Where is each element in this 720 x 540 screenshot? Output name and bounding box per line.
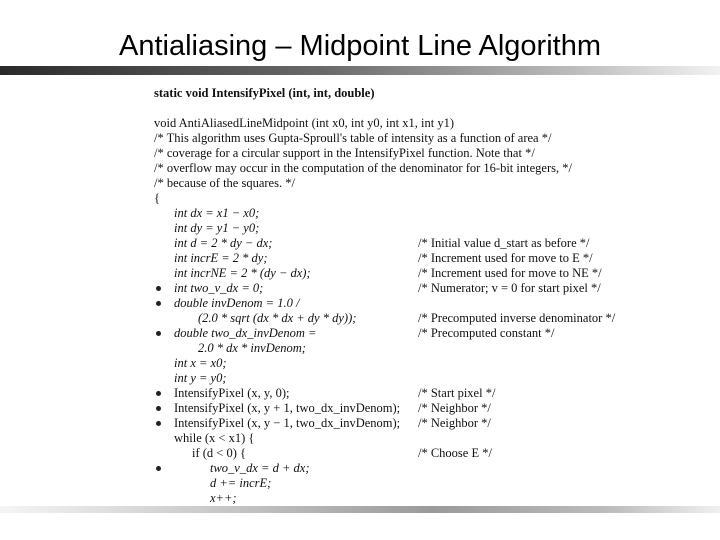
code-comment-incrE: /* Increment used for move to E */	[418, 251, 593, 265]
code-comment-precomputed-constant: /* Precomputed constant */	[418, 326, 555, 340]
code-stmt-incrE: int incrE = 2 * dy;	[174, 251, 268, 265]
code-comment-1: /* This algorithm uses Gupta-Sproull's table of intensity as a function of area */	[154, 131, 552, 145]
code-stmt-intensify-down: IntensifyPixel (x, y − 1, two_dx_invDenom);	[174, 416, 401, 430]
code-stmt-two-dx-invDenom: double two_dx_invDenom =	[174, 326, 317, 340]
change-marker-bullet	[156, 391, 161, 396]
code-comment-numerator: /* Numerator; v = 0 for start pixel */	[418, 281, 601, 295]
code-comment-2: /* coverage for a circular support in the IntensifyPixel function. Note that */	[154, 146, 535, 160]
code-stmt-x-increment: x++;	[210, 491, 237, 505]
code-comment-3: /* overflow may occur in the computation of the denominator for 16-bit integers, */	[154, 161, 572, 175]
code-stmt-incrNE: int incrNE = 2 * (dy − dx);	[174, 266, 311, 280]
code-stmt-two-v-dx-update: two_v_dx = d + dx;	[210, 461, 310, 475]
code-stmt-invDenom: double invDenom = 1.0 /	[174, 296, 300, 310]
code-stmt-while: while (x < x1) {	[174, 431, 255, 445]
code-comment-neighbor-2: /* Neighbor */	[418, 416, 491, 430]
code-line-signature-main: void AntiAliasedLineMidpoint (int x0, int y0, int x1, int y1)	[154, 116, 454, 130]
code-comment-start-pixel: /* Start pixel */	[418, 386, 496, 400]
code-stmt-if: if (d < 0) {	[192, 446, 247, 460]
code-stmt-intensify-up: IntensifyPixel (x, y + 1, two_dx_invDenom);	[174, 401, 401, 415]
code-stmt-x: int x = x0;	[174, 356, 227, 370]
code-comment-neighbor-1: /* Neighbor */	[418, 401, 491, 415]
code-stmt-dx: int dx = x1 − x0;	[174, 206, 260, 220]
code-stmt-d: int d = 2 * dy − dx;	[174, 236, 273, 250]
footer-bar	[0, 506, 720, 513]
change-marker-bullet	[156, 406, 161, 411]
code-comment-4: /* because of the squares. */	[154, 176, 295, 190]
code-stmt-dy: int dy = y1 − y0;	[174, 221, 260, 235]
code-comment-inverse-denominator: /* Precomputed inverse denominator */	[418, 311, 616, 325]
slide-title: Antialiasing – Midpoint Line Algorithm	[119, 30, 601, 62]
code-stmt-d-update: d += incrE;	[210, 476, 272, 490]
code-stmt-y: int y = y0;	[174, 371, 227, 385]
change-marker-bullet	[156, 331, 161, 336]
code-comment-choose-E: /* Choose E */	[418, 446, 492, 460]
code-stmt-invDenom-cont: (2.0 * sqrt (dx * dx + dy * dy));	[198, 311, 357, 325]
change-marker-bullet	[156, 301, 161, 306]
code-stmt-two-dx-invDenom-cont: 2.0 * dx * invDenom;	[198, 341, 306, 355]
change-marker-bullet	[156, 421, 161, 426]
change-marker-bullet	[156, 286, 161, 291]
code-stmt-two-v-dx: int two_v_dx = 0;	[174, 281, 264, 295]
change-marker-bullet	[156, 466, 161, 471]
code-line-signature-intensify: static void IntensifyPixel (int, int, double)	[154, 86, 375, 100]
code-stmt-intensify-start: IntensifyPixel (x, y, 0);	[174, 386, 290, 400]
code-comment-incrNE: /* Increment used for move to NE */	[418, 266, 602, 280]
code-comment-initial-d: /* Initial value d_start as before */	[418, 236, 590, 250]
code-open-brace: {	[154, 191, 160, 205]
